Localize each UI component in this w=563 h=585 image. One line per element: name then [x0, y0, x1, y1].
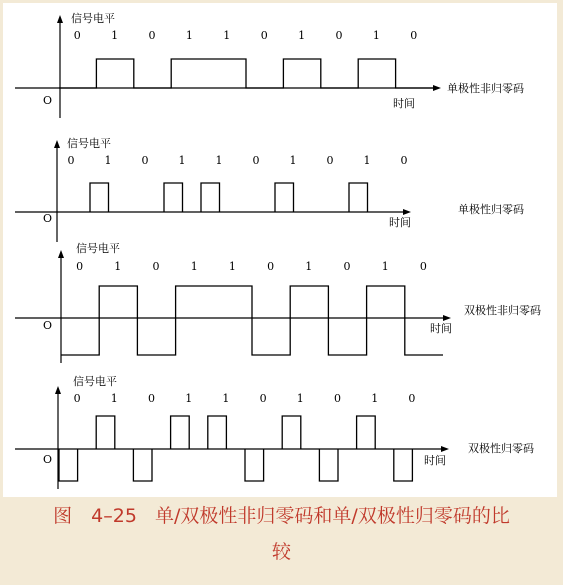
panel2-bit-label: 0: [252, 154, 260, 167]
panel1-bit-label: 1: [298, 29, 306, 42]
panel1-waveform: [59, 59, 433, 88]
panel3-bit-label: 0: [152, 260, 160, 273]
caption-number: 图 4–25: [53, 505, 137, 527]
panel3-time-axis-arrow: [443, 315, 451, 321]
panel1-bit-label: 1: [372, 29, 380, 42]
panel2-bit-label: 1: [363, 154, 371, 167]
panel2-pulse: [90, 183, 109, 212]
panel4-pulse: [394, 449, 413, 481]
panel1-encoding-label: 单极性非归零码: [447, 82, 524, 95]
panel3-time-label: 时间: [430, 322, 452, 335]
caption-title-cont: 较: [271, 541, 291, 563]
panel3-bit-label: 0: [267, 260, 275, 273]
panel4-bit-label: 0: [259, 392, 267, 405]
panel2-pulse: [164, 183, 183, 212]
caption-title: 单/双极性非归零码和单/双极性归零码的比: [155, 505, 510, 527]
panel3-bit-label: 1: [228, 260, 236, 273]
panel4-pulse: [133, 449, 152, 481]
panel2-encoding-label: 单极性归零码: [458, 203, 524, 216]
panel4-pulse: [282, 416, 301, 449]
panel2-origin-label: O: [43, 212, 53, 225]
figure-caption: [0, 498, 563, 570]
panel4-pulse: [319, 449, 338, 481]
panel2-level-axis-arrow: [54, 140, 60, 148]
panel2-signal-level-label: 信号电平: [67, 137, 111, 150]
waveform-diagram: [3, 3, 557, 497]
panel4-bit-label: 0: [334, 392, 341, 405]
panel4-time-axis-arrow: [441, 446, 449, 452]
panel4-bit-label: 1: [110, 392, 118, 405]
panel4-bit-label: 1: [185, 392, 193, 405]
panel2-bit-label: 0: [141, 154, 149, 167]
panel3-bit-label: 0: [76, 260, 84, 273]
panel4-bit-label: 0: [73, 392, 81, 405]
panel2-pulse: [349, 183, 368, 212]
panel4-bit-label: 1: [296, 392, 304, 405]
panel4-bit-label: 0: [408, 392, 416, 405]
panel1-bit-label: 1: [185, 29, 193, 42]
panel3-level-axis-arrow: [58, 250, 64, 258]
panel2-bit-label: 1: [178, 154, 186, 167]
panel1-bit-label: 0: [335, 29, 343, 42]
panel4-pulse: [171, 416, 190, 449]
panel1-bit-label: 1: [111, 29, 119, 42]
panel2-bit-label: 0: [400, 154, 408, 167]
panel3-encoding-label: 双极性非归零码: [464, 304, 541, 317]
panel3-bit-label: 1: [381, 260, 389, 273]
panel2-pulse: [201, 183, 220, 212]
panel4-pulse: [96, 416, 115, 449]
panel2-bit-label: 1: [104, 154, 112, 167]
panel3-bit-label: 0: [343, 260, 351, 273]
panel4-time-label: 时间: [424, 454, 446, 467]
panel2-bit-label: 1: [289, 154, 297, 167]
panel1-bit-label: 1: [223, 29, 231, 42]
panel4-signal-level-label: 信号电平: [73, 375, 117, 388]
panel4-pulse: [357, 416, 376, 449]
panel4-origin-label: O: [43, 453, 53, 466]
panel4-pulse: [245, 449, 264, 481]
panel2-bit-label: 0: [326, 154, 334, 167]
panel2-bit-label: 0: [67, 154, 75, 167]
panel1-signal-level-label: 信号电平: [71, 12, 115, 25]
figure: [3, 3, 557, 497]
panel4-level-axis-arrow: [55, 386, 61, 394]
panel2-bit-label: 1: [215, 154, 223, 167]
panel1-bit-label: 0: [260, 29, 268, 42]
panel1-bit-label: 0: [73, 29, 81, 42]
panel3-bit-label: 1: [305, 260, 313, 273]
panel1-time-label: 时间: [393, 97, 415, 110]
panel1-bit-label: 0: [410, 29, 418, 42]
panel3-bit-label: 1: [190, 260, 198, 273]
panel3-bit-label: 0: [419, 260, 427, 273]
panel1-time-axis-arrow: [433, 85, 441, 91]
panel3-bit-label: 1: [114, 260, 122, 273]
panel1-level-axis-arrow: [57, 15, 63, 23]
panel1-bit-label: 0: [148, 29, 156, 42]
panel1-origin-label: O: [43, 94, 53, 107]
panel4-pulse: [59, 449, 78, 481]
panel3-signal-level-label: 信号电平: [76, 242, 120, 255]
panel2-pulse: [275, 183, 294, 212]
panel3-waveform: [61, 286, 443, 355]
panel4-bit-label: 1: [222, 392, 230, 405]
panel3-origin-label: O: [43, 319, 53, 332]
panel4-pulse: [208, 416, 227, 449]
panel4-encoding-label: 双极性归零码: [468, 442, 534, 455]
panel2-time-axis-arrow: [403, 209, 411, 215]
panel4-bit-label: 0: [148, 392, 155, 405]
panel2-time-label: 时间: [389, 216, 411, 229]
panel4-bit-label: 1: [371, 392, 379, 405]
